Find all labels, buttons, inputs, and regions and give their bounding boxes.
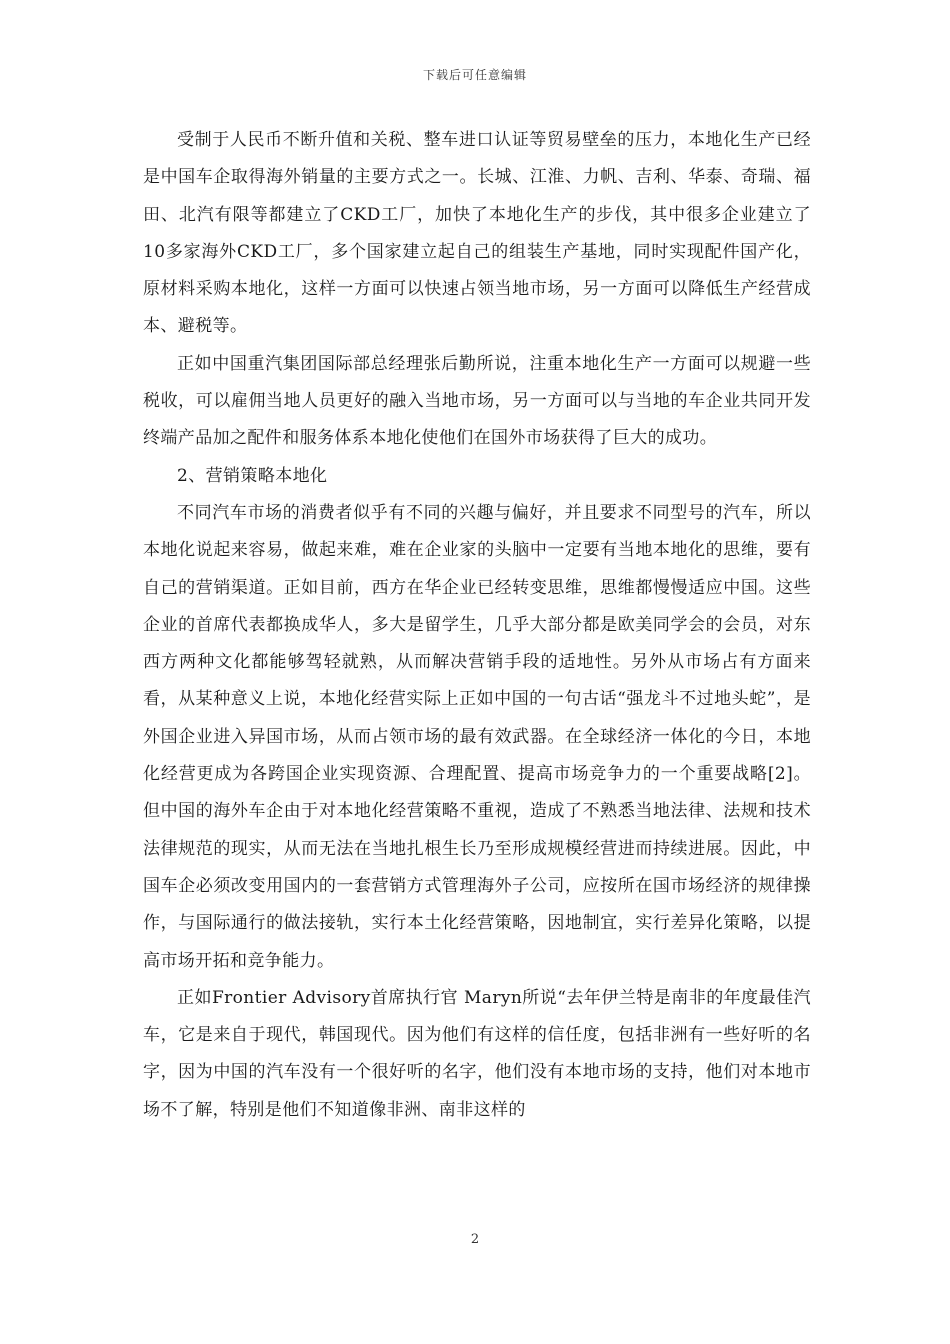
paragraph-sinotruk-quote: 正如中国重汽集团国际部总经理张后勤所说，注重本地化生产一方面可以规避一些税收，可以雇佣当地人员更好的融入当地市场，另一方面可以与当地的车企业共同开发终端产品加之配件和服务体系本地化使他们在国外市场获得了巨大的成功。 <box>143 353 811 449</box>
page-number: 2 <box>470 1232 480 1247</box>
section-heading-marketing-localization: 2、营销策略本地化 <box>177 465 328 486</box>
paragraph-marketing-strategy: 不同汽车市场的消费者似乎有不同的兴趣与偏好，并且要求不同型号的汽车，所以本地化说起来容易，做起来难，难在企业家的头脑中一定要有当地本地化的思维，要有自己的营销渠道。正如目前，西方在华企业已经转变思维，思维都慢慢适应中国。这些企业的首席代表都换成华人，多大是留学生，几乎大部分都是欧美同学会的会员，对东西方两种文化都能够驾轻就熟，从而解决营销手段的适地性。另外从市场占有方面来看，从某种意义上说，本地化经营实际上正如中国的一句古话“强龙斗不过地头蛇”，是外国企业进入异国市场，从而占领市场的最有效武器。在全球经济一体化的今日，本地化经营更成为各跨国企业实现资源、合理配置、提高市场竞争力的一个重要战略[2]。 但中国的海外车企由于对本地化经营策略不重视，造成了不熟悉当地法律、法规和技术法律规范的现实，从而无法在当地扎根生长乃至形成规模经营进而持续进展。因此，中国车企必须改变用国内的一套营销方式管理海外子公司，应按所在国市场经济的规律操作，与国际通行的做法接轨，实行本土化经营策略，因地制宜，实行差异化策略，以提高市场开拓和竞争能力。 <box>143 502 811 971</box>
paragraph-localized-production: 受制于人民币不断升值和关税、整车进口认证等贸易壁垒的压力，本地化生产已经是中国车企取得海外销量的主要方式之一。长城、江淮、力帆、吉利、华泰、奇瑞、福田、北汽有限等都建立了CKD工厂，加快了本地化生产的步伐，其中很多企业建立了10多家海外CKD工厂，多个国家建立起自己的组装生产基地，同时实现配件国产化，原材料采购本地化，这样一方面可以快速占领当地市场，另一方面可以降低生产经营成本、避税等。 <box>143 130 811 337</box>
document-body <box>143 122 811 1129</box>
paragraph-frontier-advisory-quote: 正如Frontier Advisory首席执行官 Maryn所说“去年伊兰特是南非的年度最佳汽车，它是来自于现代，韩国现代。因为他们有这样的信任度，包括非洲有一些好听的名字，因为中国的汽车没有一个很好听的名字，他们没有本地市场的支持，他们对本地市场不了解，特别是他们不知道像非洲、南非这样的 <box>143 987 811 1120</box>
page-header-note: 下载后可任意编辑 <box>422 68 527 82</box>
